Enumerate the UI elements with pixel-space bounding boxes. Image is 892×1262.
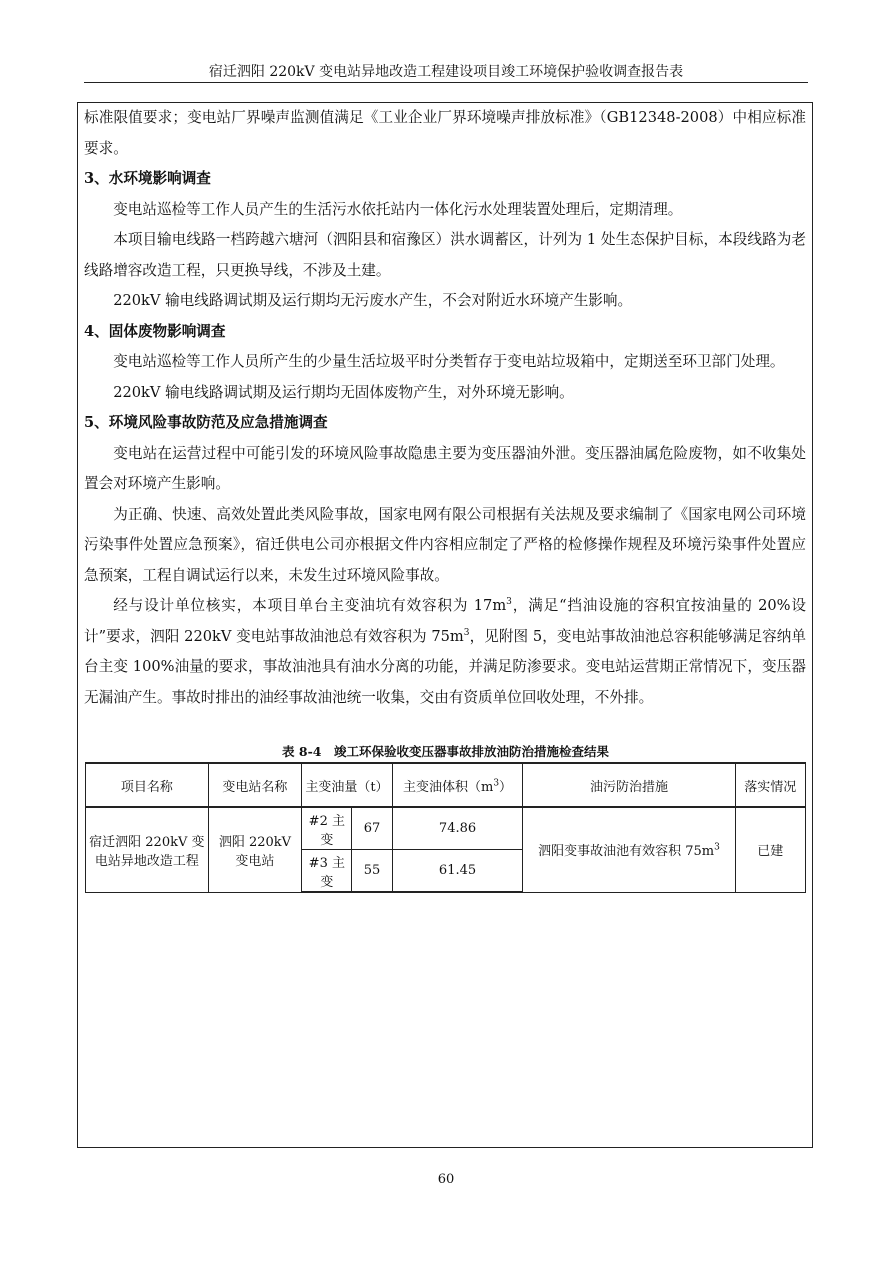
paragraph-risk-1: 变电站在运营过程中可能引发的环境风险事故隐患主要为变压器油外泄。变压器油属危险废物，如不收集处置会对环境产生影响。 bbox=[84, 444, 806, 492]
header-measures: 油污防治措施 bbox=[523, 763, 735, 807]
table-header-row bbox=[86, 763, 806, 807]
paragraph-continued: 标准限值要求；变电站厂界噪声监测值满足《工业企业厂界环境噪声排放标准》（GB12348-2008）中相应标准要求。 bbox=[84, 109, 806, 157]
cell-unit: #3 主变 bbox=[302, 850, 352, 893]
paragraph-waste-2: 220kV 输电线路调试期及运行期均无固体废物产生，对外环境无影响。 bbox=[113, 383, 574, 401]
content-frame bbox=[77, 102, 813, 1148]
paragraph-risk-2: 为正确、快速、高效处置此类风险事故，国家电网有限公司根据有关法规及要求编制了《国家电网公司环境污染事件处置应急预案》，宿迁供电公司亦根据文件内容相应制定了严格的检修操作规程及环境污染事件处置应急预案，工程自调试运行以来，未发生过环境风险事故。 bbox=[84, 505, 806, 584]
cell-volume: 74.86 bbox=[392, 807, 523, 850]
page-number: 60 bbox=[437, 1172, 455, 1187]
cell-volume: 61.45 bbox=[392, 850, 523, 893]
report-title: 宿迁泗阳 220kV 变电站异地改造工程建设项目竣工环境保护验收调查报告表 bbox=[208, 64, 684, 80]
header-oil-volume: 主变油体积$(m^3)$ bbox=[392, 763, 523, 807]
paragraph-water-3: 220kV 输电线路调试期及运行期均无污废水产生，不会对附近水环境产生影响。 bbox=[113, 292, 633, 309]
page-header bbox=[84, 64, 808, 83]
paragraph-risk-3 bbox=[84, 591, 806, 713]
risk-text-c: ，见附图 5，变电站事故油池总容积能够满足容纳单台主变 100%油量的要求，事故油池具有油水分离的功能，并满足防渗要求。变电站运营期正常情况下，变压器无漏油产生。事故时排出的油经事故油池统一收集，交由有资质单位回收处理，不外排。 bbox=[84, 627, 806, 706]
cell-project-name: 宿迁泗阳 220kV 变电站异地改造工程 bbox=[86, 807, 209, 892]
table-caption: 表 8-4 竣工环保验收变压器事故排放油防治措施检查结果 bbox=[282, 744, 609, 759]
header-oil-amount: 主变油量（t） bbox=[302, 763, 392, 807]
section-heading-risk: 5、环境风险事故防范及应急措施调查 bbox=[84, 414, 328, 431]
superscript: 3 bbox=[463, 627, 470, 638]
section-heading-solid-waste: 4、固体废物影响调查 bbox=[84, 322, 226, 340]
risk-text-b: ，满足“挡油设施的容积宜按油量的 20%设计”要求，泗阳 220kV 变电站事故油池总有效容积为 75m bbox=[84, 597, 806, 645]
body-text bbox=[84, 103, 806, 713]
cell-amount: 55 bbox=[352, 850, 392, 893]
table-row bbox=[86, 807, 806, 850]
header-status: 落实情况 bbox=[735, 763, 805, 807]
paragraph-water-1: 变电站巡检等工作人员产生的生活污水依托站内一体化污水处理装置处理后，定期清理。 bbox=[113, 200, 683, 218]
paragraph-water-2: 本项目输电线路一档跨越六塘河（泗阳县和宿豫区）洪水调蓄区，计列为 1 处生态保护目标，本段线路为老线路增容改造工程，只更换导线，不涉及土建。 bbox=[84, 231, 806, 279]
cell-status: 已建 bbox=[735, 807, 805, 892]
paragraph-waste-1: 变电站巡检等工作人员所产生的少量生活垃圾平时分类暂存于变电站垃圾箱中，定期送至环卫部门处理。 bbox=[113, 353, 785, 370]
cell-station-name: 泗阳 220kV 变电站 bbox=[208, 807, 302, 892]
cell-amount: 67 bbox=[352, 807, 392, 850]
section-heading-water: 3、水环境影响调查 bbox=[84, 170, 211, 187]
header-project: 项目名称 bbox=[86, 763, 209, 807]
cell-unit: #2 主变 bbox=[302, 807, 352, 850]
oil-control-table bbox=[85, 762, 806, 893]
header-station: 变电站名称 bbox=[208, 763, 302, 807]
cell-measure: 泗阳变事故油池有效容积 $75m^3$ bbox=[523, 807, 735, 892]
superscript: 3 bbox=[506, 597, 512, 608]
risk-text-a: 经与设计单位核实，本项目单台主变油坑有效容积为 17m bbox=[113, 597, 507, 614]
